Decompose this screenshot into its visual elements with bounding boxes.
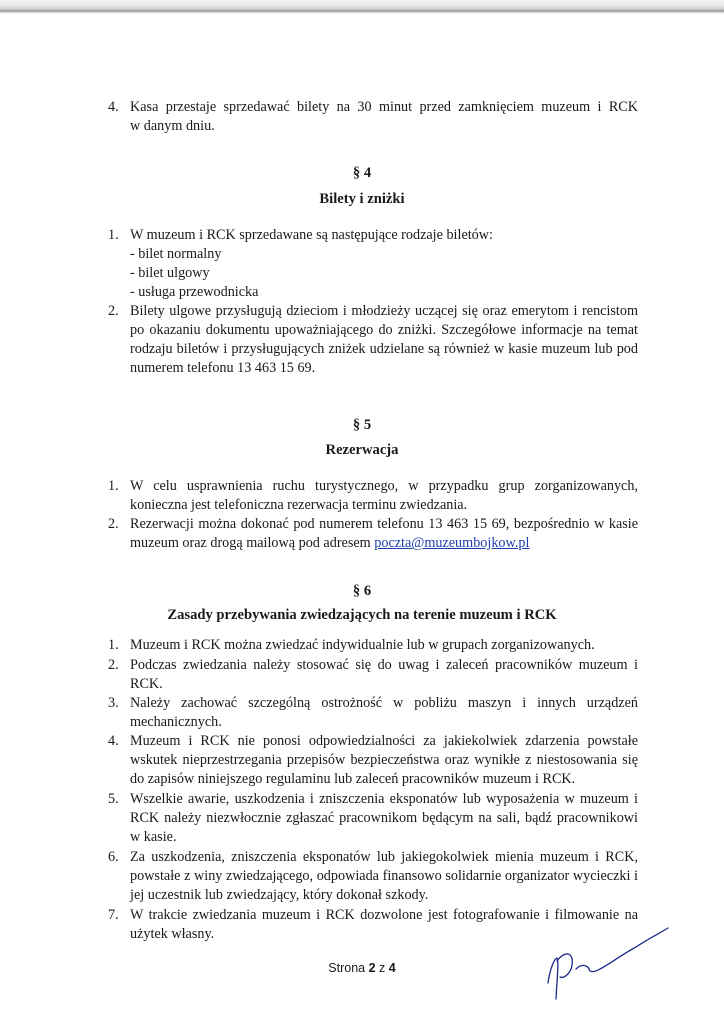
list-number: 4.: [108, 99, 119, 115]
email-link[interactable]: poczta@muzeumbojkow.pl: [374, 535, 530, 551]
list-number: 2.: [108, 657, 119, 673]
page-total: 4: [388, 961, 396, 975]
list-number: 1.: [108, 637, 119, 653]
section-title: Bilety i zniżki: [319, 191, 405, 207]
list-number: 2.: [108, 516, 119, 532]
list-item-text: W trakcie zwiedzania muzeum i RCK dozwolone jest fotografowanie i filmowanie na użytek własny.: [130, 907, 638, 942]
section-title: Rezerwacja: [325, 442, 399, 458]
list-item-text: W muzeum i RCK sprzedawane są następujące rodzaje biletów:: [130, 227, 493, 243]
page-number: 2: [368, 961, 376, 975]
section-title: Zasady przebywania zwiedzających na terenie muzeum i RCK: [167, 607, 557, 623]
ticket-type: - bilet normalny: [130, 246, 222, 262]
list-item: [130, 515, 638, 553]
ticket-type: - usługa przewodnicka: [130, 284, 259, 300]
list-item-text: Rezerwacji można dokonać pod numerem telefonu 13 463 15 69, bezpośrednio w kasie muzeum oraz drogą mailową pod adresem: [130, 516, 638, 551]
list-item-text: W celu usprawnienia ruchu turystycznego, w przypadku grup zorganizowanych, konieczna jest telefoniczna rezerwacja terminu zwiedzania.: [130, 478, 638, 513]
list-item-text: Wszelkie awarie, uszkodzenia i zniszczenia eksponatów lub wyposażenia w muzeum i RCK należy niezwłocznie zgłaszać pracownikom będącym na sali, bądź pracownikowi w kasie.: [130, 791, 638, 845]
section-sign: § 4: [352, 165, 372, 181]
list-number: 1.: [108, 478, 119, 494]
ticket-type: - bilet ulgowy: [130, 265, 210, 281]
section-sign: § 5: [352, 417, 372, 433]
scan-top-rule: [0, 0, 724, 14]
page-label: Strona: [328, 961, 366, 975]
list-number: 6.: [108, 849, 119, 865]
page-separator: z: [379, 961, 386, 975]
list-number: 7.: [108, 907, 119, 923]
list-item-text-line: Kasa przestaje sprzedawać bilety na 30 minut przed zamknięciem muzeum i RCK: [130, 99, 638, 115]
list-number: 3.: [108, 695, 119, 711]
list-item-text: Za uszkodzenia, zniszczenia eksponatów lub jakiegokolwiek mienia muzeum i RCK, powstałe z winy zwiedzającego, odpowiada finansowo solidarnie organizator wycieczki i jej uczestnik lub zwiedzający, który dokonał szkody.: [130, 849, 638, 903]
list-number: 1.: [108, 227, 119, 243]
list-item-text: Podczas zwiedzania należy stosować się do uwag i zaleceń pracowników muzeum i RCK.: [130, 657, 638, 692]
list-item-text: Muzeum i RCK nie ponosi odpowiedzialności za jakiekolwiek zdarzenia powstałe wskutek nieprzestrzegania przepisów bezpieczeństwa oraz wynikłe z niestosowania się do zapisów niniejszego regulaminu lub zaleceń pracowników muzeum i RCK.: [130, 733, 638, 787]
list-item-text: Bilety ulgowe przysługują dzieciom i młodzieży uczącej się oraz emerytom i rencistom po okazaniu dokumentu upoważniającego do zniżki. Szczegółowe informacje na temat rodzaju biletów i przysługujących zniżek udzielane są również w kasie muzeum lub pod numerem telefonu 13 463 15 69.: [130, 303, 638, 376]
list-number: 2.: [108, 303, 119, 319]
list-item-text: Należy zachować szczególną ostrożność w pobliżu maszyn i innych urządzeń mechanicznych.: [130, 695, 638, 730]
list-item-text-line: w danym dniu.: [130, 118, 215, 134]
handwritten-signature: [538, 925, 670, 1001]
list-number: 4.: [108, 733, 119, 749]
section-sign: § 6: [352, 583, 372, 599]
list-number: 5.: [108, 791, 119, 807]
list-item-text: Muzeum i RCK można zwiedzać indywidualnie lub w grupach zorganizowanych.: [130, 637, 595, 653]
